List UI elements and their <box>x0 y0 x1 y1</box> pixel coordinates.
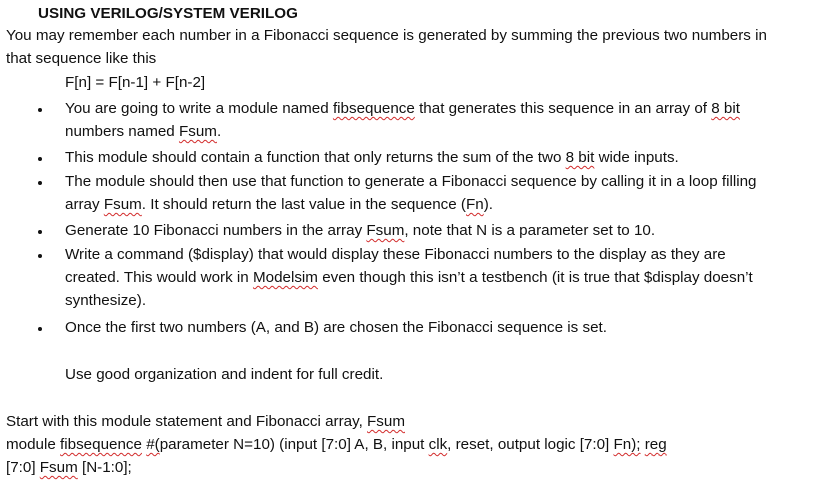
text-run: , reset, output logic [7:0] <box>447 436 614 453</box>
intro-line-1: You may remember each number in a Fibonacci sequence is generated by summing the previous two numbers in <box>6 27 767 44</box>
flagged-word: Fsum <box>39 459 78 476</box>
flagged-word: Fn <box>466 196 484 213</box>
flagged-word: Fn); <box>613 436 641 453</box>
flagged-word: Modelsim <box>252 269 318 286</box>
bullet-3-line-2 <box>65 195 493 215</box>
bullet-5-line-3 <box>65 291 146 311</box>
flagged-word: 8 bit <box>565 149 595 166</box>
bullet-1-line-2 <box>65 122 221 142</box>
text-run: . It should return the last value in the sequence ( <box>141 196 466 213</box>
bullet-6-line-1 <box>65 318 607 338</box>
text-run: The module should then use that function to generate a Fibonacci sequence by calling it in a loop filling <box>65 173 757 190</box>
flagged-word: Fsum <box>178 123 217 140</box>
flagged-word: Fsum <box>103 196 142 213</box>
text-run: , note that N is a parameter set to 10. <box>404 222 656 239</box>
flagged-word: reg <box>644 436 667 453</box>
text-run: Generate 10 Fibonacci numbers in the array <box>65 222 367 239</box>
bullet-5-line-1 <box>65 245 726 265</box>
bullet-3-line-1 <box>65 172 756 192</box>
flagged-word: clk <box>428 436 448 453</box>
bullet-2-line-1 <box>65 148 679 168</box>
text-run: that generates this sequence in an array of <box>414 100 712 117</box>
text-run: Once the first two numbers (A, and B) are chosen the Fibonacci sequence is set. <box>65 319 607 336</box>
module-statement-line-1 <box>6 435 667 455</box>
fibonacci-formula: F[n] = F[n-1] + F[n-2] <box>65 74 206 91</box>
text-run: synthesize). <box>65 292 147 309</box>
flagged-word: Fsum <box>367 413 405 430</box>
bullet-5-line-2 <box>65 268 753 288</box>
text-run: This module should contain a function that only returns the sum of the two <box>65 149 566 166</box>
bullet-1-line-1 <box>65 99 740 119</box>
text-run: created. This would work in <box>65 269 253 286</box>
text-run: wide inputs. <box>594 149 679 166</box>
flagged-word: fibsequence <box>60 436 142 453</box>
text-run: Write a command ($display) that would display these Fibonacci numbers to the display as they are <box>65 246 726 263</box>
bullet-dot <box>38 230 42 234</box>
bullet-dot <box>38 181 42 185</box>
text-run: . <box>216 123 222 140</box>
flagged-word: fibsequence <box>332 100 415 117</box>
bullet-dot <box>38 157 42 161</box>
intro-line-2: that sequence like this <box>6 50 157 67</box>
text-run: module <box>6 436 61 453</box>
text-run: Start with this module statement and Fibonacci array, <box>6 413 368 430</box>
bullet-dot <box>38 254 42 258</box>
document-heading: USING VERILOG/SYSTEM VERILOG <box>38 5 298 22</box>
text-run: array <box>65 196 104 213</box>
text-run: parameter N=10) (input [7:0] A, B, input <box>159 436 429 453</box>
text-run: ). <box>483 196 494 213</box>
module-statement-line-2 <box>6 458 132 478</box>
text-run: numbers named <box>65 123 179 140</box>
flagged-word: 8 bit <box>711 100 740 117</box>
flagged-word: #( <box>146 436 160 453</box>
bullet-4-line-1 <box>65 221 655 241</box>
start-line-1 <box>6 412 405 432</box>
bullet-dot <box>38 108 42 112</box>
text-run: You are going to write a module named <box>65 100 333 117</box>
text-run: [7:0] <box>6 459 40 476</box>
bullet-dot <box>38 327 42 331</box>
flagged-word: Fsum <box>366 222 405 239</box>
credit-note: Use good organization and indent for full credit. <box>65 366 384 383</box>
text-run: even though this isn’t a testbench (it is true that $display doesn’t <box>317 269 753 286</box>
text-run: [N-1:0]; <box>77 459 132 476</box>
